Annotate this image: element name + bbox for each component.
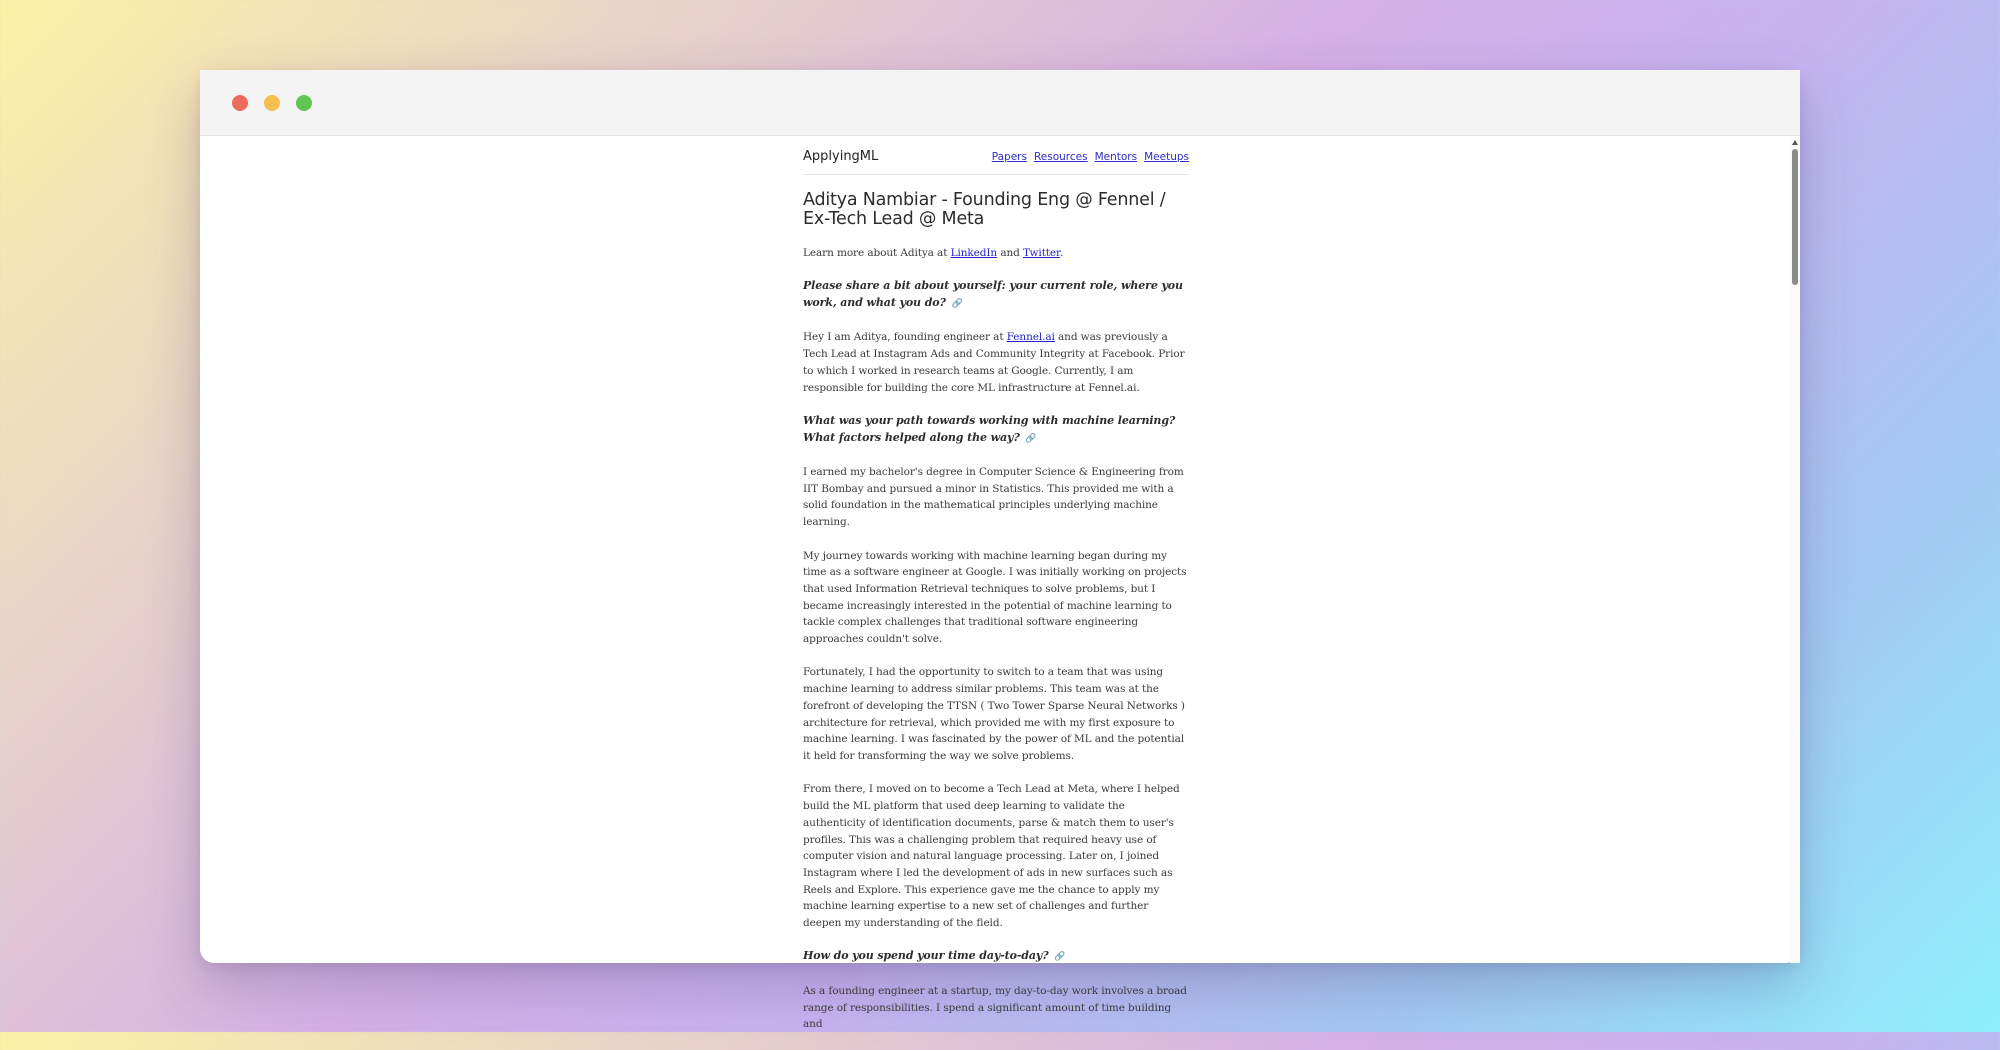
- answer-paragraph: I earned my bachelor's degree in Computer Science & Engineering from IIT Bombay and pursued a minor in Statistics. This provided me with a solid foundation in the mathematical principles underlying machine learning.: [803, 466, 1184, 529]
- fennel-link[interactable]: Fennel.ai: [1006, 331, 1055, 344]
- question-heading: [803, 278, 1189, 312]
- close-window-button[interactable]: [232, 95, 248, 111]
- maximize-window-button[interactable]: [296, 95, 312, 111]
- site-header: [803, 137, 1189, 175]
- linkedin-link[interactable]: LinkedIn: [950, 247, 998, 259]
- title-bar: [200, 70, 1800, 136]
- browser-window: [200, 70, 1800, 1031]
- link-icon[interactable]: 🔗: [951, 299, 963, 310]
- site-brand[interactable]: ApplyingML: [803, 149, 879, 164]
- answer-paragraph: As a founding engineer at a startup, my day-to-day work involves a broad range of responsibilities. I spend a significant amount of time building and: [803, 984, 1187, 1031]
- question-heading: [803, 948, 1189, 966]
- link-icon[interactable]: 🔗: [1025, 433, 1037, 444]
- question-heading: [803, 413, 1189, 447]
- nav-link-mentors[interactable]: Mentors: [1094, 151, 1138, 163]
- link-icon[interactable]: 🔗: [1054, 952, 1066, 963]
- vertical-scrollbar[interactable]: [1790, 137, 1800, 963]
- question-text: Please share a bit about yourself: your current role, where you work, and what you do?: [803, 279, 1183, 310]
- twitter-link[interactable]: Twitter: [1023, 247, 1060, 259]
- question-text: How do you spend your time day-to-day?: [803, 949, 1049, 963]
- nav-link-resources[interactable]: Resources: [1033, 151, 1088, 163]
- answer-text-cont: and was previously a Tech Lead at Instagram Ads and Community Integrity at Facebook. Prior to which I worked in research teams at Google. Currently, I am responsible for building the core ML infrastructure at Fennel.ai.: [803, 331, 1185, 394]
- nav-link-meetups[interactable]: Meetups: [1144, 151, 1189, 163]
- intro-text-end: .: [1059, 247, 1064, 259]
- answer-paragraph: From there, I moved on to become a Tech Lead at Meta, where I helped build the ML platform that used deep learning to validate the authenticity of identification documents, parse & match them to user's profiles. This was a challenging problem that required heavy use of computer vision and natural language processing. Later on, I joined Instagram where I led the development of ads in new surfaces such as Reels and Explore. This experience gave me the chance to apply my machine learning expertise to a new set of challenges and further deepen my understanding of the field.: [803, 783, 1180, 930]
- page-viewport[interactable]: [200, 137, 1800, 1031]
- intro-text: Learn more about Aditya at: [803, 247, 951, 259]
- scrollbar-thumb[interactable]: [1792, 149, 1798, 285]
- intro-paragraph: [803, 245, 1189, 262]
- answer-paragraph: My journey towards working with machine learning began during my time as a software engineer at Google. I was initially working on projects that used Information Retrieval techniques to solve problems, but I became increasingly interested in the potential of machine learning to tackle complex challenges that traditional software engineering approaches couldn't solve.: [803, 549, 1187, 646]
- answer-paragraph: [803, 329, 1189, 396]
- site-nav: [992, 151, 1189, 163]
- intro-text-and: and: [997, 247, 1024, 259]
- question-text: What was your path towards working with machine learning? What factors helped along the way?: [803, 413, 1176, 444]
- answer-text: Hey I am Aditya, founding engineer at: [803, 331, 1007, 344]
- page-title: Aditya Nambiar - Founding Eng @ Fennel / Ex-Tech Lead @ Meta: [803, 190, 1166, 229]
- answer-paragraph: Fortunately, I had the opportunity to switch to a team that was using machine learning to address similar problems. This team was at the forefront of developing the TTSN ( Two Tower Sparse Neural Networks ) architecture for retrieval, which provided me with my first exposure to machine learning. I was fascinated by the power of ML and the potential it held for transforming the way we solve problems.: [803, 666, 1185, 762]
- page-content: [803, 137, 1189, 1050]
- minimize-window-button[interactable]: [264, 95, 280, 111]
- nav-link-papers[interactable]: Papers: [991, 151, 1027, 163]
- scroll-up-arrow-icon[interactable]: [1792, 140, 1798, 145]
